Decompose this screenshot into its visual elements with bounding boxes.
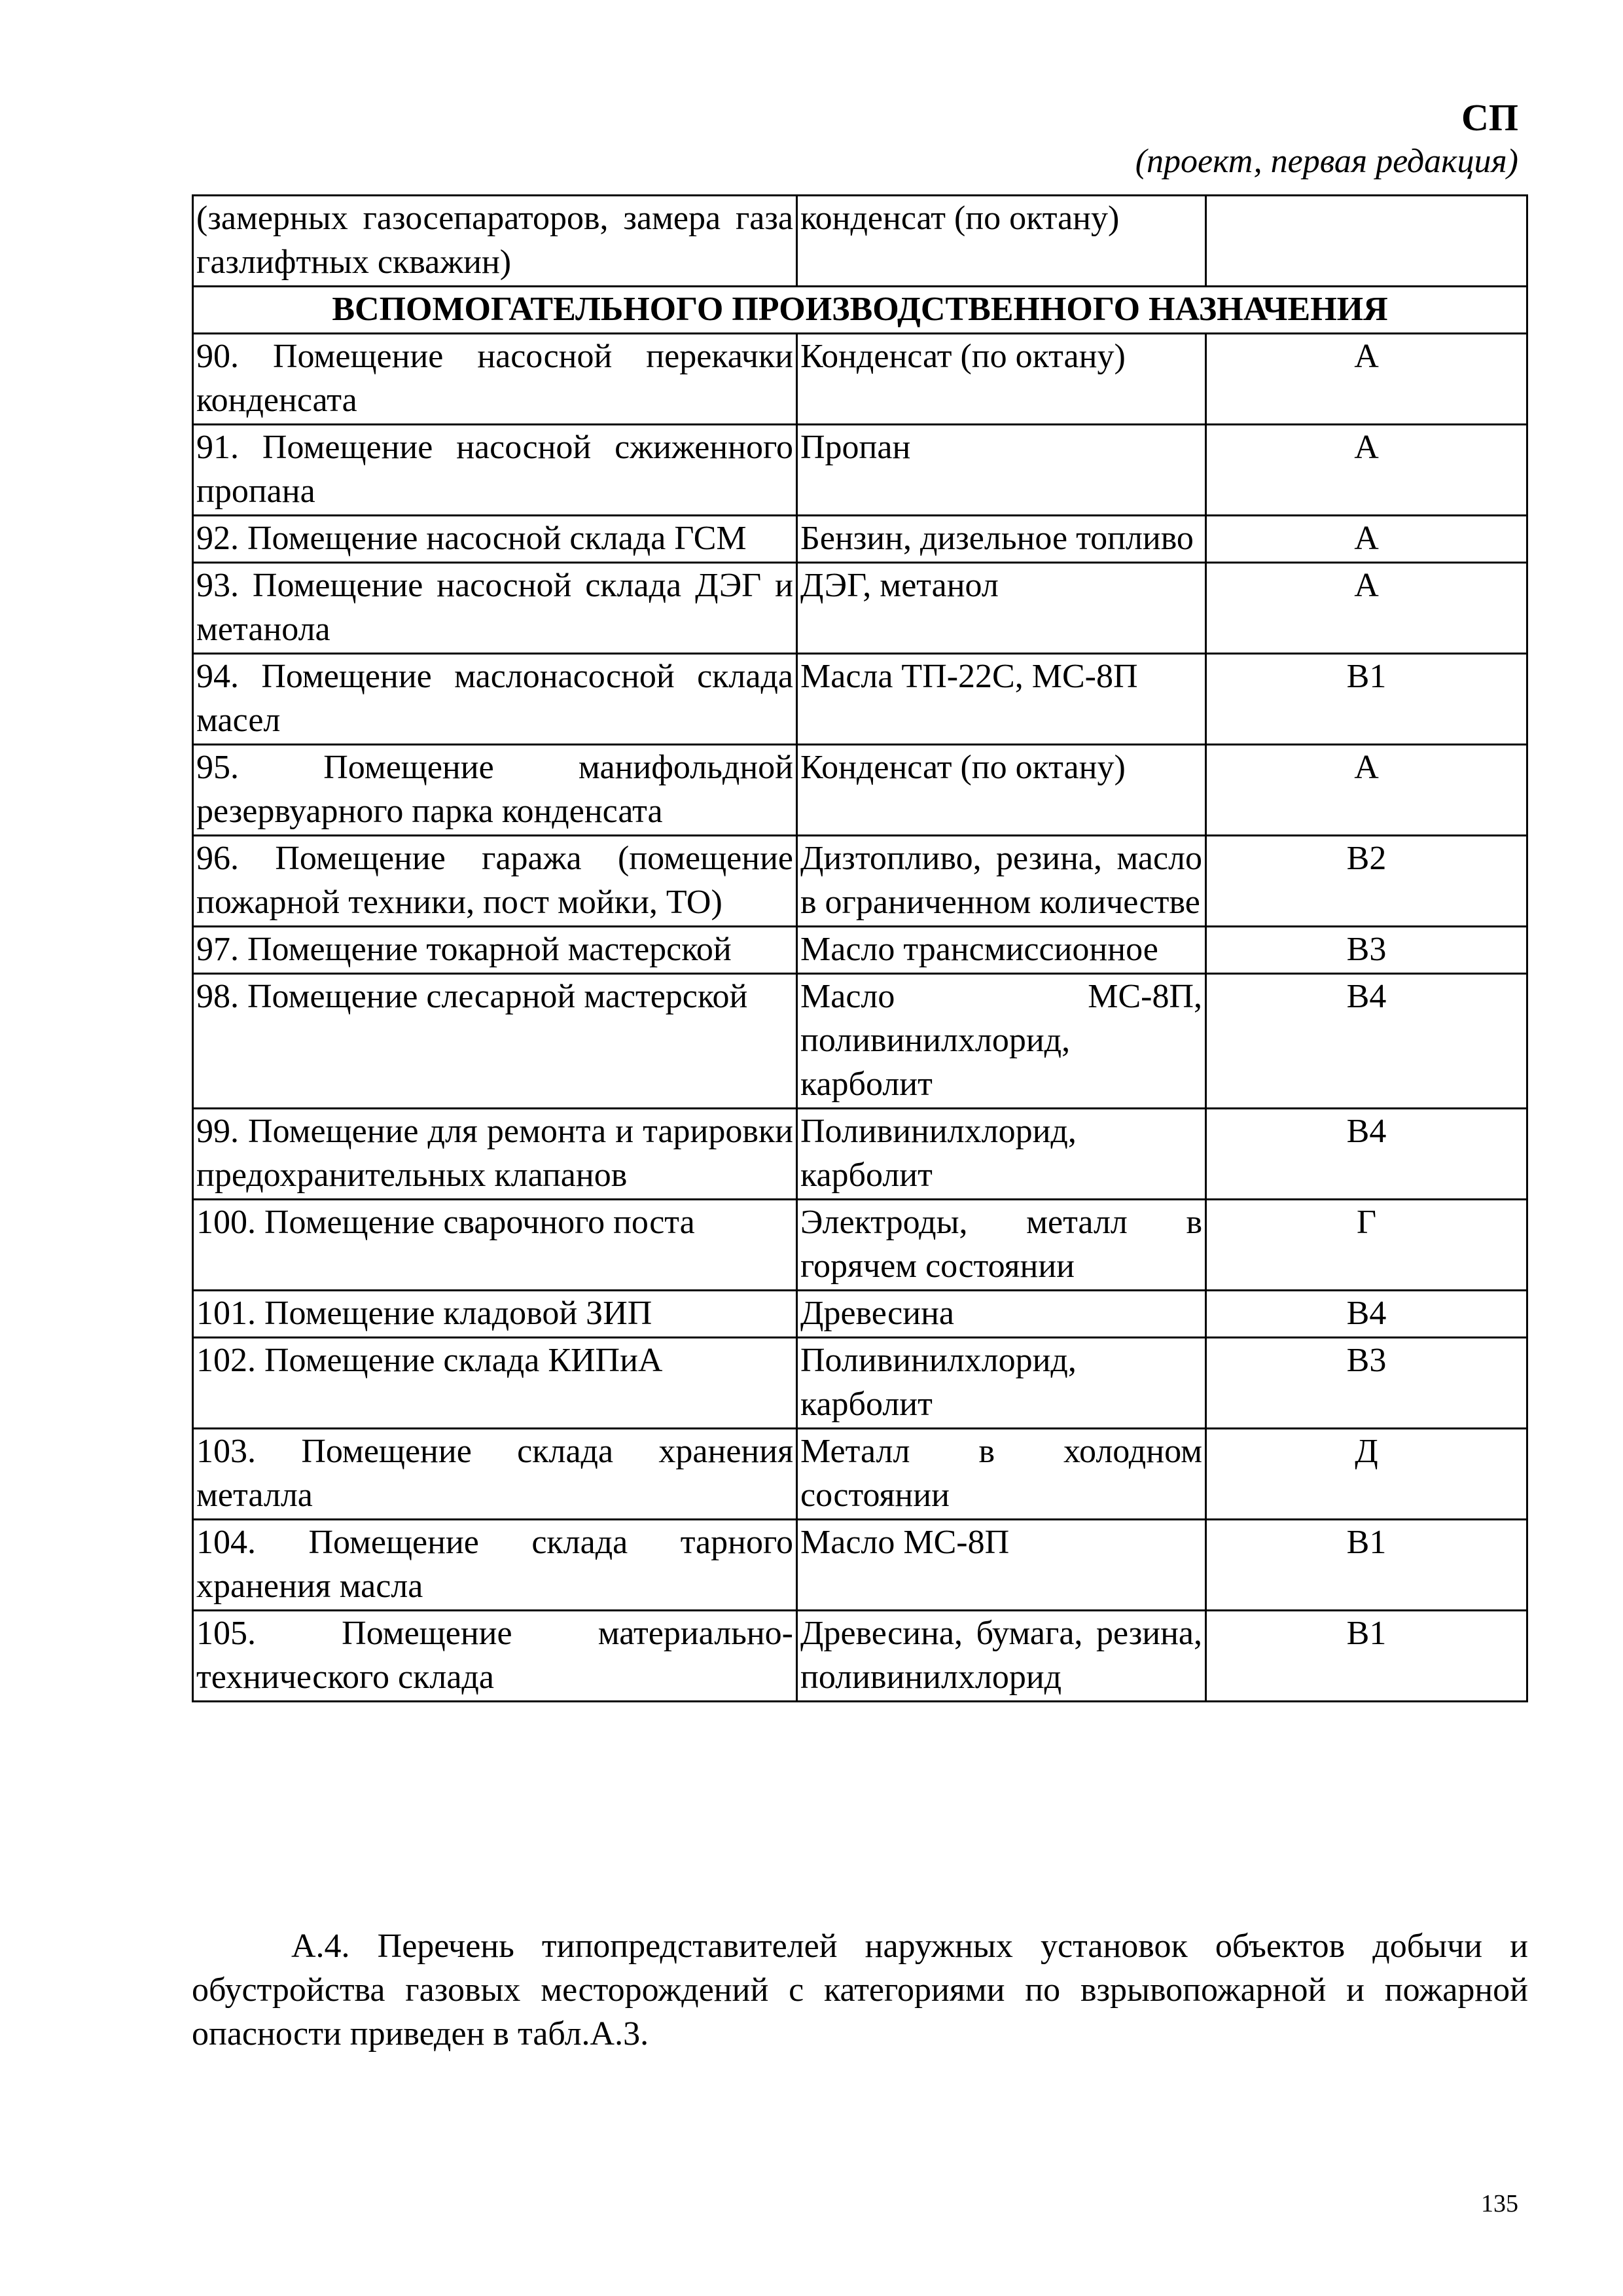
body-paragraph: А.4. Перечень типопредставителей наружных установок объектов добычи и обустройства газовых месторождений с категориями по взрывопожарной и пожарной опасности приведен в табл.А.3. [192, 1928, 1528, 2053]
section-title: ВСПОМОГАТЕЛЬНОГО ПРОИЗВОДСТВЕННОГО НАЗНАЧЕНИЯ [193, 287, 1527, 334]
substance-cell: Древесина [797, 1291, 1206, 1338]
table-row [193, 927, 1527, 974]
room-name-cell: (замерных газосепараторов, замера газа газлифтных скважин) [193, 196, 797, 287]
table-row [193, 1520, 1527, 1611]
category-cell: А [1206, 425, 1527, 516]
room-name-cell: 105. Помещение материально-технического склада [193, 1611, 797, 1702]
category-cell: А [1206, 334, 1527, 425]
room-name-cell: 99. Помещение для ремонта и тарировки предохранительных клапанов [193, 1109, 797, 1200]
substance-cell: Поливинилхлорид, карболит [797, 1338, 1206, 1429]
room-name-cell: 94. Помещение маслонасосной склада масел [193, 654, 797, 745]
room-name-cell: 100. Помещение сварочного поста [193, 1200, 797, 1291]
substance-cell: Электроды, металл в горячем состоянии [797, 1200, 1206, 1291]
category-cell: Д [1206, 1429, 1527, 1520]
substance-cell: Конденсат (по октану) [797, 745, 1206, 836]
table-row [193, 425, 1527, 516]
table-row [193, 1611, 1527, 1702]
category-cell: В1 [1206, 654, 1527, 745]
category-cell: В4 [1206, 974, 1527, 1109]
table-row [193, 196, 1527, 287]
substance-cell: Масла ТП-22С, МС-8П [797, 654, 1206, 745]
category-cell: А [1206, 516, 1527, 563]
table-row [193, 334, 1527, 425]
page-number: 135 [1481, 2190, 1518, 2217]
room-name-cell: 95. Помещение манифольдной резервуарного парка конденсата [193, 745, 797, 836]
table-row [193, 1429, 1527, 1520]
category-cell: В3 [1206, 1338, 1527, 1429]
table-row [193, 745, 1527, 836]
room-name-cell: 90. Помещение насосной перекачки конденсата [193, 334, 797, 425]
document-edition: (проект, первая редакция) [1135, 143, 1518, 180]
table-row [193, 1338, 1527, 1429]
room-name-cell: 96. Помещение гаража (помещение пожарной техники, пост мойки, ТО) [193, 836, 797, 927]
table-row [193, 654, 1527, 745]
substance-cell: Металл в холодном состоянии [797, 1429, 1206, 1520]
room-name-cell: 97. Помещение токарной мастерской [193, 927, 797, 974]
table-row [193, 563, 1527, 654]
substance-cell: конденсат (по октану) [797, 196, 1206, 287]
substance-cell: Пропан [797, 425, 1206, 516]
room-name-cell: 92. Помещение насосной склада ГСМ [193, 516, 797, 563]
substance-cell: Масло МС-8П [797, 1520, 1206, 1611]
room-name-cell: 104. Помещение склада тарного хранения масла [193, 1520, 797, 1611]
category-cell: В4 [1206, 1109, 1527, 1200]
substance-cell: ДЭГ, метанол [797, 563, 1206, 654]
room-name-cell: 93. Помещение насосной склада ДЭГ и метанола [193, 563, 797, 654]
category-cell: В2 [1206, 836, 1527, 927]
table-row [193, 1291, 1527, 1338]
table-row [193, 516, 1527, 563]
substance-cell: Древесина, бумага, резина, поливинилхлорид [797, 1611, 1206, 1702]
category-cell: В1 [1206, 1520, 1527, 1611]
category-cell: А [1206, 745, 1527, 836]
table-row [193, 974, 1527, 1109]
categories-table [192, 194, 1528, 1702]
table-row [193, 836, 1527, 927]
substance-cell: Дизтопливо, резина, масло в ограниченном количестве [797, 836, 1206, 927]
room-name-cell: 98. Помещение слесарной мастерской [193, 974, 797, 1109]
room-name-cell: 101. Помещение кладовой ЗИП [193, 1291, 797, 1338]
room-name-cell: 103. Помещение склада хранения металла [193, 1429, 797, 1520]
room-name-cell: 91. Помещение насосной сжиженного пропана [193, 425, 797, 516]
category-cell: А [1206, 563, 1527, 654]
room-name-cell: 102. Помещение склада КИПиА [193, 1338, 797, 1429]
category-cell: В1 [1206, 1611, 1527, 1702]
substance-cell: Поливинилхлорид, карболит [797, 1109, 1206, 1200]
substance-cell: Конденсат (по октану) [797, 334, 1206, 425]
category-cell [1206, 196, 1527, 287]
section-row [193, 287, 1527, 334]
substance-cell: Бензин, дизельное топливо [797, 516, 1206, 563]
document-code: СП [1461, 96, 1518, 139]
category-cell: В3 [1206, 927, 1527, 974]
category-cell: В4 [1206, 1291, 1527, 1338]
table-row [193, 1200, 1527, 1291]
category-cell: Г [1206, 1200, 1527, 1291]
substance-cell: Масло трансмиссионное [797, 927, 1206, 974]
substance-cell: Масло МС-8П, поливинилхлорид, карболит [797, 974, 1206, 1109]
table-row [193, 1109, 1527, 1200]
